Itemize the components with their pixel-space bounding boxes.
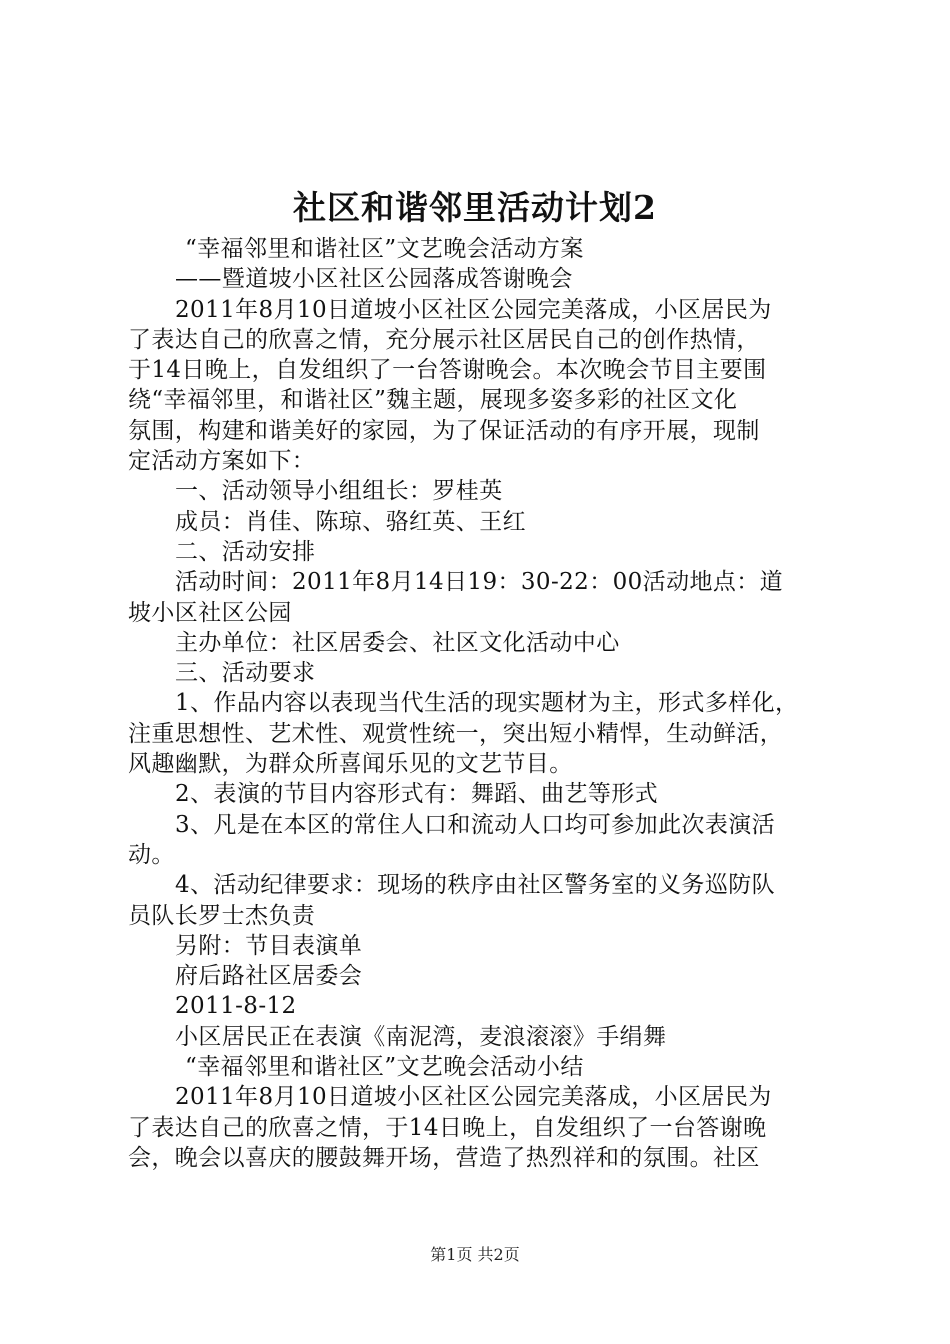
text-line: 了表达自己的欣喜之情，于14日晚上，自发组织了一台答谢晚	[128, 1114, 767, 1141]
text-line: 一、活动领导小组组长：罗桂英	[175, 478, 503, 505]
text-line: 4、活动纪律要求：现场的秩序由社区警务室的义务巡防队	[175, 872, 776, 899]
text-line: 风趣幽默，为群众所喜闻乐见的文艺节目。	[128, 751, 573, 778]
text-line: 二、活动安排	[175, 538, 316, 565]
text-line: 动。	[128, 841, 175, 868]
text-line: 2011-8-12	[175, 993, 297, 1020]
text-line: 活动时间：2011年8月14日19：30-22：00活动地点：道	[175, 569, 784, 596]
text-line: 了表达自己的欣喜之情，充分展示社区居民自己的创作热情，	[128, 326, 760, 353]
text-line: 主办单位：社区居委会、社区文化活动中心	[175, 629, 620, 656]
text-line: 于14日晚上，自发组织了一台答谢晚会。本次晚会节目主要围	[128, 357, 767, 384]
text-line: 3、凡是在本区的常住人口和流动人口均可参加此次表演活	[175, 811, 776, 838]
text-line: 员队长罗士杰负责	[128, 902, 316, 929]
text-line: 1、作品内容以表现当代生活的现实题材为主，形式多样化，	[175, 690, 799, 717]
text-line: 成员：肖佳、陈琼、骆红英、王红	[175, 508, 526, 535]
document-title: 社区和谐邻里活动计划2	[293, 188, 657, 227]
text-line: ——暨道坡小区社区公园落成答谢晚会	[175, 266, 573, 293]
text-line: 定活动方案如下：	[128, 448, 316, 475]
text-line: 府后路社区居委会	[175, 963, 363, 990]
text-line: 氛围，构建和谐美好的家园，为了保证活动的有序开展，现制	[128, 417, 760, 444]
document-body	[128, 234, 834, 1173]
text-line: 注重思想性、艺术性、观赏性统一，突出短小精悍，生动鲜活，	[128, 720, 784, 747]
text-line: 2011年8月10日道坡小区社区公园完美落成，小区居民为	[175, 1084, 772, 1111]
text-line: 会，晚会以喜庆的腰鼓舞开场，营造了热烈祥和的氛围。社区	[128, 1144, 760, 1171]
text-line: “幸福邻里和谐社区”文艺晚会活动小结	[185, 1054, 584, 1081]
text-line: “幸福邻里和谐社区”文艺晚会活动方案	[185, 236, 584, 262]
text-line: 另附：节目表演单	[175, 932, 363, 959]
page-footer: 第1页 共2页	[430, 1245, 520, 1264]
text-line: 三、活动要求	[175, 660, 316, 687]
text-line: 坡小区社区公园	[128, 599, 292, 626]
text-line: 2011年8月10日道坡小区社区公园完美落成，小区居民为	[175, 296, 772, 323]
text-line: 绕“幸福邻里，和谐社区”魏主题，展现多姿多彩的社区文化	[128, 387, 738, 414]
text-line: 2、表演的节目内容形式有：舞蹈、曲艺等形式	[175, 781, 659, 808]
text-line: 小区居民正在表演《南泥湾，麦浪滚滚》手绢舞	[175, 1023, 667, 1050]
